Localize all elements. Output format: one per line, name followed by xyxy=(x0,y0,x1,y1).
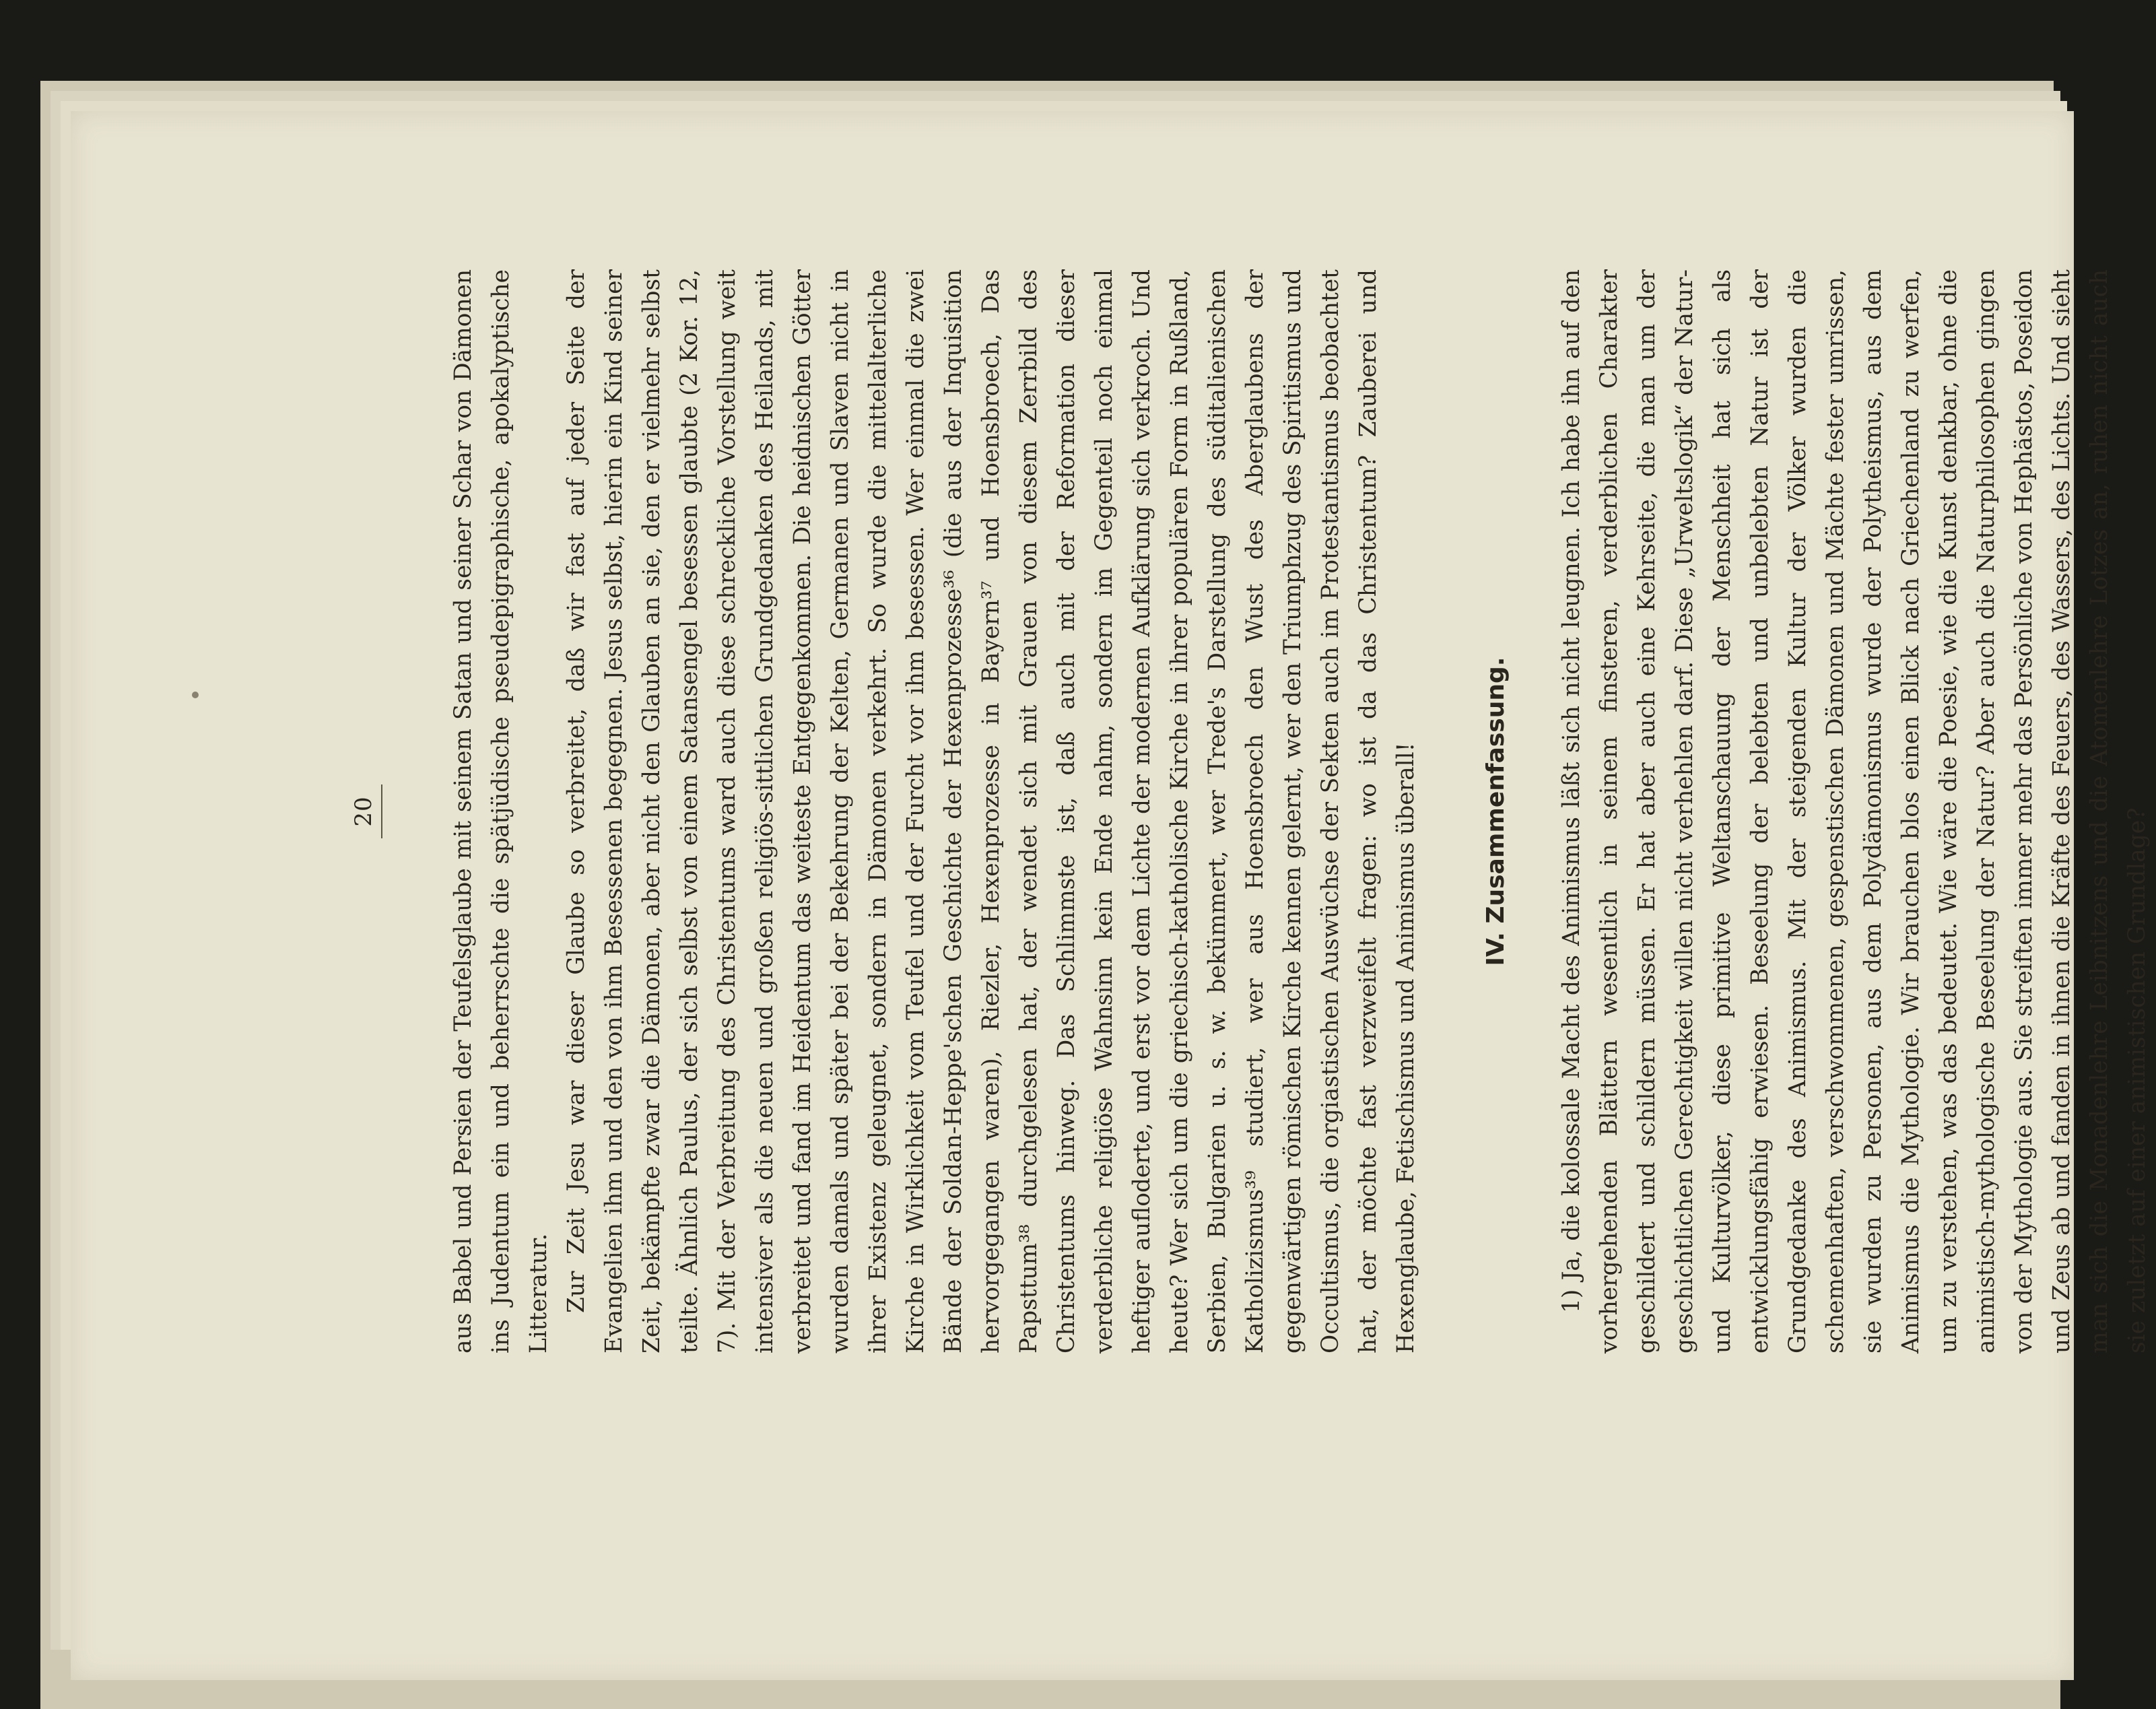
page-number: 20 xyxy=(350,796,377,827)
paragraph: Zur Zeit Jesu war dieser Glaube so verbreitet, daß wir fast auf jeder Seite der Evangelien ihm und den von ihm Besessenen begegnen. Jesus selbst, hierin ein Kind seiner Zeit, bekämpfte zwar die Dämonen, aber nicht den Glauben an sie, den er vielmehr selbst teilte. Ähnlich Paulus, der sich selbst von einem Satansengel besessen glaubte (2 Kor. 12, 7). Mit der Verbreitung des Christentums ward auch diese schreckliche Vorstellung weit intensiver als die neuen und großen religiös-sittlichen Grundgedanken des Heilands, mit verbreitet und fand im Heidentum das weiteste Entgegenkommen. Die heidnischen Götter wurden damals und später bei der Bekehrung der Kelten, Germanen und Slaven nicht in ihrer Existenz geleugnet, sondern in Dämonen verkehrt. So wurde die mittelalterliche Kirche in Wirklichkeit vom Teufel und der Furcht vor ihm besessen. Wer einmal die zwei Bände der Soldan-Heppe'schen Geschichte der Hexenprozesse³⁶ (die aus der Inquisition hervorgegangen waren), Riezler, Hexenprozesse in Bayern³⁷ und Hoensbroech, Das Papsttum³⁸ durchgelesen hat, der wendet sich mit Grauen von diesem Zerrbild des Christentums hinweg. Das Schlimmste ist, daß auch mit der Reformation dieser verderbliche religiöse Wahnsinn kein Ende nahm, sondern im Gegenteil noch einmal heftiger aufloderte, und erst vor dem Lichte der modernen Aufklärung sich verkroch. Und heute? Wer sich um die griechisch-katholische Kirche in ihrer populären Form in Rußland, Serbien, Bulgarien u. s. w. bekümmert, wer Trede's Darstellung des süditalienischen Katholizismus³⁹ studiert, wer aus Hoensbroech den Wust des Aberglaubens der gegenwärtigen römischen Kirche kennen gelernt, wer den Triumphzug des Spiritismus und Occultismus, die orgiastischen Auswüchse der Sekten auch im Protestantismus beobachtet hat, der möchte fast verzweifelt fragen: wo ist da das Christentum? Zauberei und Hexenglaube, Fetischismus und Animismus überall! xyxy=(563,269,1419,1353)
paragraph: 1) Ja, die kolossale Macht des Animismus läßt sich nicht leugnen. Ich habe ihn auf den vorhergehenden Blättern wesentlich in seinem finsteren, verderblichen Charakter geschildert und schildern müssen. Er hat aber auch eine Kehrseite, die man um der geschichtlichen Gerechtigkeit willen nicht verhehlen darf. Diese „Urweltslogik“ der Natur- und Kulturvölker, diese primitive Weltanschauung der Menschheit hat sich als entwicklungsfähig erwiesen. Beseelung der belebten und unbelebten Natur ist der Grundgedanke des Animismus. Mit der steigenden Kultur der Völker wurden die schemenhaften, verschwommenen, gespenstischen Dämonen und Mächte fester umrissen, sie wurden zu Personen, aus dem Polydämonismus wurde der Polytheismus, aus dem Animismus die Mythologie. Wir brauchen blos einen Blick nach Griechenland zu werfen, um zu verstehen, was das bedeutet. Wie wäre die Poesie, wie die Kunst denkbar, ohne die animistisch-mythologische Beseelung der Natur? Aber auch die Naturphilosophen gingen von der Mythologie aus. Sie streiften immer mehr das Persönliche von Hephästos, Poseidon und Zeus ab und fanden in ihnen die Kräfte des Feuers, des Wassers, des Lichts. Und sieht man sich die Monadenlehre Leibnitzens und die Atomenlehre Lotzes an, ruhen nicht auch sie zuletzt auf einer animistischen Grundlage? xyxy=(1558,269,2151,1353)
paragraph: aus Babel und Persien der Teufelsglaube mit seinem Satan und seiner Schar von Dämonen ins Judentum ein und beherrschte die spätjüdische pseudepigraphische, apokalyptische Litteratur. xyxy=(450,269,552,1353)
page-number-rule xyxy=(381,784,382,838)
page-spot xyxy=(192,692,199,698)
body-text xyxy=(444,269,2156,1353)
section-heading: IV. Zusammenfassung. xyxy=(1482,657,1510,966)
rotated-text-block xyxy=(350,269,2151,1353)
page-content xyxy=(350,269,2151,1353)
